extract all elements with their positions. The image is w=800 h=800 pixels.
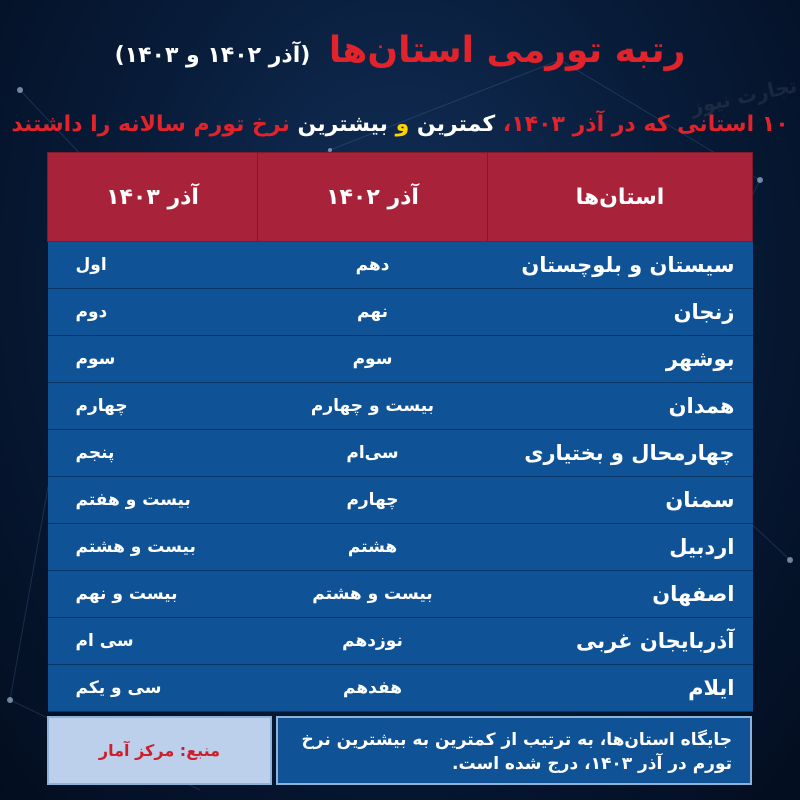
rank-1403-cell: بیست و نهم — [48, 571, 258, 618]
rank-1403-cell: چهارم — [48, 383, 258, 430]
subtitle-part1: ۱۰ استانی که در آذر ۱۴۰۳، — [502, 112, 789, 137]
province-cell: ایلام — [488, 665, 753, 712]
page-title — [0, 30, 800, 71]
table-row — [48, 289, 753, 336]
rank-1402-cell: سی‌ام — [258, 430, 488, 477]
subtitle — [0, 112, 800, 137]
province-cell: اصفهان — [488, 571, 753, 618]
table-header-row — [48, 153, 753, 242]
rank-1403-cell: سی ام — [48, 618, 258, 665]
table-row — [48, 524, 753, 571]
province-cell: زنجان — [488, 289, 753, 336]
rank-1403-cell: دوم — [48, 289, 258, 336]
rank-1402-cell: سوم — [258, 336, 488, 383]
province-cell: بوشهر — [488, 336, 753, 383]
table-row — [48, 336, 753, 383]
table-row — [48, 430, 753, 477]
table-row — [48, 665, 753, 712]
watermark-top: تجارت نیوز — [688, 73, 800, 119]
rank-1402-cell: دهم — [258, 242, 488, 289]
rank-1403-cell: اول — [48, 242, 258, 289]
province-cell: اردبیل — [488, 524, 753, 571]
footer — [47, 716, 752, 785]
province-cell: سمنان — [488, 477, 753, 524]
subtitle-highest: بیشترین — [297, 112, 388, 137]
rank-1402-cell: هشتم — [258, 524, 488, 571]
province-cell: سیستان و بلوچستان — [488, 242, 753, 289]
rank-1403-cell: پنجم — [48, 430, 258, 477]
rank-1403-cell: سوم — [48, 336, 258, 383]
header-azar-1402: آذر ۱۴۰۲ — [258, 153, 488, 242]
subtitle-and: و — [395, 112, 410, 137]
ranking-table — [47, 152, 753, 712]
rank-1403-cell: بیست و هشتم — [48, 524, 258, 571]
subtitle-part5: نرخ تورم سالانه را داشتند — [11, 112, 290, 137]
source-label: منبع: مرکز آمار — [47, 716, 272, 785]
rank-1403-cell: سی و یکم — [48, 665, 258, 712]
header-province: استان‌ها — [488, 153, 753, 242]
table-row — [48, 571, 753, 618]
rank-1402-cell: نهم — [258, 289, 488, 336]
title-main: رتبه تورمی استان‌ها — [328, 30, 686, 71]
province-cell: آذربایجان غربی — [488, 618, 753, 665]
rank-1402-cell: بیست و چهارم — [258, 383, 488, 430]
table-row — [48, 242, 753, 289]
footer-note: جایگاه استان‌ها، به ترتیب از کمترین به بیشترین نرخ تورم در آذر ۱۴۰۳، درج شده است. — [276, 716, 752, 785]
rank-1403-cell: بیست و هفتم — [48, 477, 258, 524]
title-sub: (آذر ۱۴۰۲ و ۱۴۰۳) — [114, 43, 311, 68]
rank-1402-cell: چهارم — [258, 477, 488, 524]
province-cell: چهارمحال و بختیاری — [488, 430, 753, 477]
table-row — [48, 618, 753, 665]
table-row — [48, 383, 753, 430]
table-row — [48, 477, 753, 524]
header-azar-1403: آذر ۱۴۰۳ — [48, 153, 258, 242]
rank-1402-cell: بیست و هشتم — [258, 571, 488, 618]
province-cell: همدان — [488, 383, 753, 430]
rank-1402-cell: هفدهم — [258, 665, 488, 712]
subtitle-lowest: کمترین — [416, 112, 496, 137]
rank-1402-cell: نوزدهم — [258, 618, 488, 665]
